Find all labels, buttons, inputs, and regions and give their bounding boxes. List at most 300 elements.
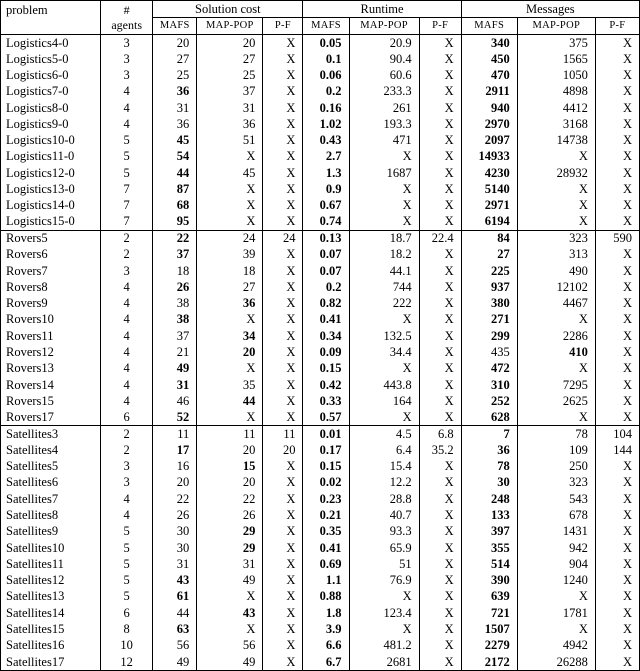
agents-cell: 4 [101, 360, 153, 376]
value-cell: 0.09 [303, 344, 349, 360]
table-row [1, 197, 640, 213]
problem-cell: Rovers14 [1, 377, 101, 393]
value-cell: X [595, 328, 639, 344]
value-cell: 18 [197, 263, 263, 279]
value-cell: 36 [153, 83, 197, 99]
value-cell: X [197, 181, 263, 197]
value-cell: X [197, 214, 263, 230]
table-row [1, 540, 640, 556]
problem-cell: Rovers7 [1, 263, 101, 279]
problem-cell: Rovers11 [1, 328, 101, 344]
value-cell: 0.2 [303, 279, 349, 295]
value-cell: 36 [461, 442, 517, 458]
value-cell: X [349, 197, 419, 213]
value-cell: 14738 [517, 132, 595, 148]
agents-cell: 4 [101, 393, 153, 409]
value-cell: X [595, 295, 639, 311]
value-cell: X [595, 344, 639, 360]
value-cell: X [263, 181, 303, 197]
value-cell: X [595, 540, 639, 556]
value-cell: X [517, 214, 595, 230]
value-cell: 0.21 [303, 507, 349, 523]
table-row [1, 458, 640, 474]
value-cell: 36 [197, 116, 263, 132]
value-cell: 38 [153, 312, 197, 328]
problem-cell: Satellites7 [1, 491, 101, 507]
value-cell: 30 [461, 475, 517, 491]
value-cell: X [263, 344, 303, 360]
value-cell: 60.6 [349, 67, 419, 83]
value-cell: X [595, 393, 639, 409]
value-cell: X [197, 409, 263, 425]
value-cell: X [595, 312, 639, 328]
value-cell: 43 [197, 605, 263, 621]
agents-cell: 3 [101, 51, 153, 67]
value-cell: X [263, 83, 303, 99]
value-cell: X [419, 393, 461, 409]
value-cell: X [517, 197, 595, 213]
value-cell: 355 [461, 540, 517, 556]
value-cell: X [263, 572, 303, 588]
problem-cell: Satellites15 [1, 621, 101, 637]
value-cell: 78 [461, 458, 517, 474]
value-cell: X [263, 475, 303, 491]
value-cell: X [517, 360, 595, 376]
value-cell: 4942 [517, 637, 595, 653]
agents-cell: 5 [101, 523, 153, 539]
agents-cell: 7 [101, 214, 153, 230]
value-cell: X [595, 263, 639, 279]
value-cell: 2.7 [303, 149, 349, 165]
value-cell: 0.57 [303, 409, 349, 425]
value-cell: X [517, 621, 595, 637]
table-row [1, 523, 640, 539]
header-rt-mappop: MAP-POP [349, 18, 419, 35]
value-cell: 68 [153, 197, 197, 213]
value-cell: 0.05 [303, 35, 349, 51]
value-cell: X [263, 100, 303, 116]
value-cell: X [419, 491, 461, 507]
header-sc-mappop: MAP-POP [197, 18, 263, 35]
value-cell: 340 [461, 35, 517, 51]
agents-cell: 5 [101, 572, 153, 588]
value-cell: 132.5 [349, 328, 419, 344]
value-cell: X [419, 67, 461, 83]
value-cell: X [517, 312, 595, 328]
value-cell: X [197, 149, 263, 165]
value-cell: 28.8 [349, 491, 419, 507]
value-cell: X [419, 328, 461, 344]
value-cell: X [419, 654, 461, 671]
value-cell: X [419, 51, 461, 67]
value-cell: 52 [153, 409, 197, 425]
value-cell: 6.4 [349, 442, 419, 458]
table-row [1, 360, 640, 376]
agents-cell: 3 [101, 475, 153, 491]
value-cell: 20 [153, 475, 197, 491]
value-cell: X [197, 197, 263, 213]
value-cell: 29 [197, 540, 263, 556]
agents-cell: 3 [101, 67, 153, 83]
table-row [1, 328, 640, 344]
problem-cell: Logistics12-0 [1, 165, 101, 181]
value-cell: 12102 [517, 279, 595, 295]
value-cell: 25 [153, 67, 197, 83]
agents-cell: 4 [101, 377, 153, 393]
value-cell: X [263, 67, 303, 83]
value-cell: X [263, 393, 303, 409]
value-cell: 40.7 [349, 507, 419, 523]
problem-cell: Logistics4-0 [1, 35, 101, 51]
value-cell: 20 [197, 35, 263, 51]
value-cell: 0.35 [303, 523, 349, 539]
value-cell: X [595, 149, 639, 165]
value-cell: 252 [461, 393, 517, 409]
table-row [1, 263, 640, 279]
table-row [1, 621, 640, 637]
value-cell: 0.07 [303, 263, 349, 279]
value-cell: X [263, 360, 303, 376]
value-cell: 721 [461, 605, 517, 621]
table-row [1, 116, 640, 132]
problem-cell: Logistics7-0 [1, 83, 101, 99]
value-cell: 1240 [517, 572, 595, 588]
value-cell: X [419, 246, 461, 262]
header-sc-pf: P-F [263, 18, 303, 35]
value-cell: 95 [153, 214, 197, 230]
value-cell: 0.01 [303, 426, 349, 442]
value-cell: 11 [197, 426, 263, 442]
value-cell: X [349, 589, 419, 605]
header-rt-mafs: MAFS [303, 18, 349, 35]
agents-cell: 3 [101, 458, 153, 474]
value-cell: 375 [517, 35, 595, 51]
value-cell: X [419, 377, 461, 393]
table-row [1, 393, 640, 409]
value-cell: 3.9 [303, 621, 349, 637]
problem-cell: Rovers13 [1, 360, 101, 376]
agents-cell: 8 [101, 621, 153, 637]
value-cell: 38 [153, 295, 197, 311]
value-cell: X [263, 214, 303, 230]
table-row [1, 279, 640, 295]
value-cell: 20 [263, 442, 303, 458]
value-cell: X [595, 637, 639, 653]
table-row [1, 246, 640, 262]
value-cell: X [419, 197, 461, 213]
value-cell: X [595, 214, 639, 230]
value-cell: X [595, 589, 639, 605]
value-cell: X [263, 621, 303, 637]
table-row [1, 100, 640, 116]
value-cell: 4230 [461, 165, 517, 181]
value-cell: X [595, 51, 639, 67]
value-cell: X [263, 165, 303, 181]
agents-cell: 6 [101, 409, 153, 425]
value-cell: 937 [461, 279, 517, 295]
value-cell: 6.6 [303, 637, 349, 653]
value-cell: 0.16 [303, 100, 349, 116]
value-cell: 37 [153, 246, 197, 262]
value-cell: X [595, 475, 639, 491]
value-cell: 390 [461, 572, 517, 588]
value-cell: 1687 [349, 165, 419, 181]
value-cell: 15.4 [349, 458, 419, 474]
agents-cell: 5 [101, 540, 153, 556]
value-cell: 6.8 [419, 426, 461, 442]
value-cell: 299 [461, 328, 517, 344]
value-cell: 3168 [517, 116, 595, 132]
problem-cell: Rovers10 [1, 312, 101, 328]
value-cell: X [595, 654, 639, 671]
problem-cell: Satellites10 [1, 540, 101, 556]
value-cell: X [517, 181, 595, 197]
value-cell: X [419, 458, 461, 474]
value-cell: 44 [153, 165, 197, 181]
table-row [1, 475, 640, 491]
value-cell: 31 [197, 556, 263, 572]
value-cell: 0.33 [303, 393, 349, 409]
agents-cell: 4 [101, 100, 153, 116]
table-row [1, 605, 640, 621]
value-cell: 0.17 [303, 442, 349, 458]
agents-cell: 3 [101, 35, 153, 51]
value-cell: X [595, 35, 639, 51]
problem-cell: Satellites13 [1, 589, 101, 605]
table-row [1, 67, 640, 83]
value-cell: 7295 [517, 377, 595, 393]
value-cell: 450 [461, 51, 517, 67]
header-msg-mappop: MAP-POP [517, 18, 595, 35]
value-cell: 0.06 [303, 67, 349, 83]
table-row [1, 295, 640, 311]
agents-cell: 7 [101, 181, 153, 197]
value-cell: 54 [153, 149, 197, 165]
value-cell: 25 [197, 67, 263, 83]
value-cell: 20 [197, 344, 263, 360]
problem-cell: Logistics14-0 [1, 197, 101, 213]
value-cell: 26 [197, 507, 263, 523]
value-cell: X [595, 377, 639, 393]
problem-cell: Satellites17 [1, 654, 101, 671]
value-cell: X [263, 328, 303, 344]
value-cell: X [419, 83, 461, 99]
value-cell: 0.07 [303, 246, 349, 262]
value-cell: 1431 [517, 523, 595, 539]
table-row [1, 83, 640, 99]
value-cell: 380 [461, 295, 517, 311]
value-cell: 248 [461, 491, 517, 507]
value-cell: 313 [517, 246, 595, 262]
value-cell: 323 [517, 230, 595, 246]
value-cell: X [263, 556, 303, 572]
header-msg-mafs: MAFS [461, 18, 517, 35]
value-cell: 397 [461, 523, 517, 539]
value-cell: 628 [461, 409, 517, 425]
value-cell: 46 [153, 393, 197, 409]
value-cell: 30 [153, 540, 197, 556]
table-row [1, 507, 640, 523]
value-cell: 31 [153, 377, 197, 393]
value-cell: 678 [517, 507, 595, 523]
value-cell: 514 [461, 556, 517, 572]
value-cell: 0.82 [303, 295, 349, 311]
value-cell: X [263, 654, 303, 671]
value-cell: 1.3 [303, 165, 349, 181]
problem-cell: Logistics9-0 [1, 116, 101, 132]
value-cell: 2970 [461, 116, 517, 132]
table-row [1, 491, 640, 507]
value-cell: 22.4 [419, 230, 461, 246]
problem-cell: Satellites8 [1, 507, 101, 523]
value-cell: 22 [153, 491, 197, 507]
agents-cell: 3 [101, 263, 153, 279]
agents-cell: 4 [101, 344, 153, 360]
value-cell: X [595, 67, 639, 83]
agents-cell: 5 [101, 149, 153, 165]
agents-cell: 4 [101, 328, 153, 344]
value-cell: X [419, 165, 461, 181]
value-cell: 2286 [517, 328, 595, 344]
value-cell: X [349, 409, 419, 425]
header-rt-pf: P-F [419, 18, 461, 35]
value-cell: X [349, 149, 419, 165]
value-cell: 0.41 [303, 540, 349, 556]
header-agents [101, 1, 153, 35]
value-cell: 2625 [517, 393, 595, 409]
value-cell: 27 [197, 51, 263, 67]
value-cell: X [197, 312, 263, 328]
header-group-messages: Messages [461, 1, 639, 18]
problem-cell: Logistics13-0 [1, 181, 101, 197]
table-row [1, 35, 640, 51]
agents-cell: 2 [101, 442, 153, 458]
value-cell: 2279 [461, 637, 517, 653]
table-row [1, 654, 640, 671]
problem-cell: Satellites12 [1, 572, 101, 588]
value-cell: 37 [197, 83, 263, 99]
value-cell: X [595, 556, 639, 572]
value-cell: 2097 [461, 132, 517, 148]
value-cell: X [595, 165, 639, 181]
value-cell: X [263, 149, 303, 165]
table-row [1, 409, 640, 425]
value-cell: 443.8 [349, 377, 419, 393]
value-cell: 45 [197, 165, 263, 181]
value-cell: 56 [197, 637, 263, 653]
value-cell: X [419, 214, 461, 230]
value-cell: X [263, 637, 303, 653]
value-cell: X [349, 214, 419, 230]
value-cell: 36 [197, 295, 263, 311]
value-cell: 4898 [517, 83, 595, 99]
agents-cell: 4 [101, 491, 153, 507]
value-cell: 250 [517, 458, 595, 474]
value-cell: X [419, 540, 461, 556]
value-cell: 104 [595, 426, 639, 442]
value-cell: X [595, 279, 639, 295]
value-cell: 0.88 [303, 589, 349, 605]
value-cell: X [419, 312, 461, 328]
value-cell: 65.9 [349, 540, 419, 556]
value-cell: X [263, 605, 303, 621]
problem-cell: Satellites4 [1, 442, 101, 458]
value-cell: 76.9 [349, 572, 419, 588]
value-cell: 6194 [461, 214, 517, 230]
value-cell: 481.2 [349, 637, 419, 653]
table-row [1, 442, 640, 458]
header-group-solution-cost: Solution cost [153, 1, 303, 18]
value-cell: 20 [153, 35, 197, 51]
value-cell: 16 [153, 458, 197, 474]
value-cell: 29 [197, 523, 263, 539]
value-cell: 90.4 [349, 51, 419, 67]
value-cell: 4467 [517, 295, 595, 311]
value-cell: 222 [349, 295, 419, 311]
value-cell: 2971 [461, 197, 517, 213]
value-cell: 1.8 [303, 605, 349, 621]
value-cell: 590 [595, 230, 639, 246]
value-cell: X [419, 263, 461, 279]
value-cell: 26288 [517, 654, 595, 671]
value-cell: 0.43 [303, 132, 349, 148]
table-row [1, 344, 640, 360]
table-row [1, 214, 640, 230]
value-cell: X [595, 458, 639, 474]
problem-cell: Logistics6-0 [1, 67, 101, 83]
value-cell: 1.02 [303, 116, 349, 132]
value-cell: 0.69 [303, 556, 349, 572]
problem-cell: Satellites14 [1, 605, 101, 621]
problem-cell: Logistics15-0 [1, 214, 101, 230]
value-cell: X [595, 491, 639, 507]
value-cell: X [197, 360, 263, 376]
value-cell: X [595, 83, 639, 99]
value-cell: 26 [153, 507, 197, 523]
header-problem: problem [1, 1, 101, 35]
value-cell: X [263, 197, 303, 213]
value-cell: 84 [461, 230, 517, 246]
value-cell: 22 [153, 230, 197, 246]
header-agents-line1: # [123, 2, 130, 17]
value-cell: X [419, 507, 461, 523]
value-cell: X [349, 181, 419, 197]
agents-cell: 5 [101, 132, 153, 148]
value-cell: 49 [197, 654, 263, 671]
value-cell: 15 [197, 458, 263, 474]
value-cell: 0.74 [303, 214, 349, 230]
value-cell: X [349, 621, 419, 637]
agents-cell: 12 [101, 654, 153, 671]
value-cell: 21 [153, 344, 197, 360]
value-cell: 24 [263, 230, 303, 246]
value-cell: 6.7 [303, 654, 349, 671]
table-row [1, 132, 640, 148]
value-cell: X [419, 360, 461, 376]
value-cell: 7 [461, 426, 517, 442]
value-cell: X [595, 132, 639, 148]
value-cell: 36 [153, 116, 197, 132]
value-cell: X [595, 246, 639, 262]
value-cell: X [419, 621, 461, 637]
value-cell: 471 [349, 132, 419, 148]
value-cell: X [263, 279, 303, 295]
value-cell: X [419, 556, 461, 572]
value-cell: X [263, 263, 303, 279]
problem-cell: Rovers15 [1, 393, 101, 409]
value-cell: X [595, 523, 639, 539]
table-header [1, 1, 640, 35]
